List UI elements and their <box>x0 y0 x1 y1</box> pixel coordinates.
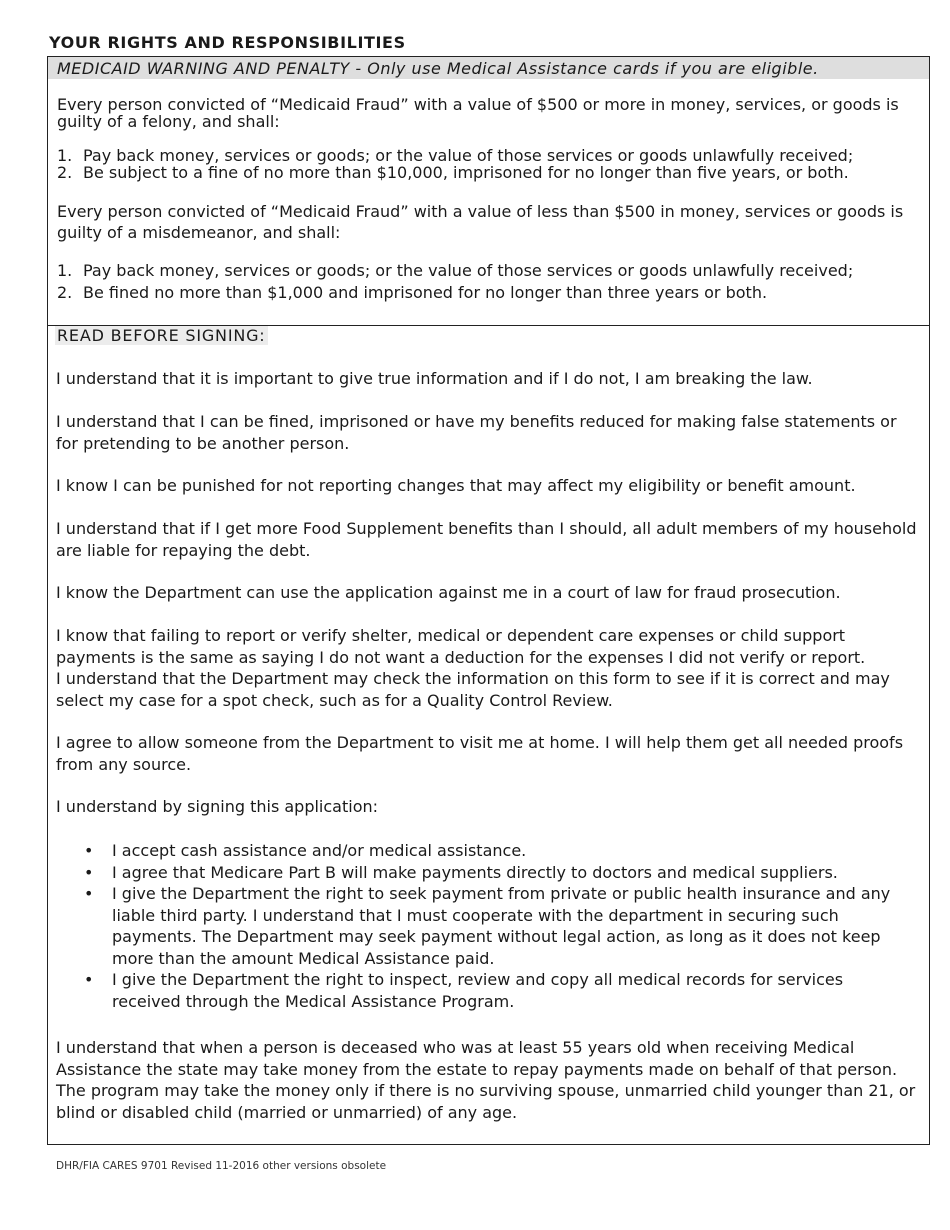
medicaid-warning-box <box>47 56 930 326</box>
statement-deductions: I know that failing to report or verify shelter, medical or dependent care expenses or child support payments is the same as saying I do not want a deduction for the expenses I did not verify or report. <box>56 626 866 667</box>
statement-home-visit: I agree to allow someone from the Department to visit me at home. I will help them get all needed proofs from any source. <box>56 733 904 774</box>
list-item: 2. Be fined no more than $1,000 and imprisoned for no longer than three years or both. <box>57 282 768 302</box>
list-item: 1. Pay back money, services or goods; or the value of those services or goods unlawfully received; <box>57 146 854 165</box>
medicaid-warning-header: MEDICAID WARNING AND PENALTY - Only use Medical Assistance cards if you are eligible. <box>48 57 929 79</box>
felony-list <box>57 147 919 181</box>
read-before-signing-header: READ BEFORE SIGNING: <box>57 326 266 345</box>
statement-reporting-changes: I know I can be punished for not reporting changes that may affect my eligibility or benefit amount. <box>56 476 856 495</box>
signing-bullet-list <box>84 840 909 1012</box>
bullet-icon: • <box>84 862 94 882</box>
felony-intro: Every person convicted of “Medicaid Fraud” with a value of $500 or more in money, services, or goods is guilty of a felony, and shall: <box>57 95 899 131</box>
bullet-icon: • <box>84 841 94 860</box>
misdemeanor-intro: Every person convicted of “Medicaid Fraud” with a value of less than $500 in money, services or goods is guilty of a misdemeanor, and shall: <box>57 202 904 242</box>
statement-estate-recovery: I understand that when a person is deceased who was at least 55 years old when receiving Medical Assistance the state may take money from the estate to repay payments made on behalf of that person. The program may take the money only if there is no surviving spouse, unmarried child younger than 21, or blind or disabled child (married or unmarried) of any age. <box>56 1038 916 1122</box>
list-item: 1. Pay back money, services or goods; or the value of those services or goods unlawfully received; <box>57 261 854 280</box>
section-title: YOUR RIGHTS AND RESPONSIBILITIES <box>49 33 406 52</box>
statement-true-information: I understand that it is important to give true information and if I do not, I am breaking the law. <box>56 369 813 388</box>
statement-quality-control: I understand that the Department may check the information on this form to see if it is correct and may select my case for a spot check, such as for a Quality Control Review. <box>56 669 890 710</box>
bullet-icon: • <box>84 970 94 989</box>
statement-food-supplement: I understand that if I get more Food Supplement benefits than I should, all adult members of my household are liable for repaying the debt. <box>56 519 917 560</box>
form-footer: DHR/FIA CARES 9701 Revised 11-2016 other versions obsolete <box>56 1160 387 1172</box>
list-item: • I give the Department the right to seek payment from private or public health insurance and any liable third party. I understand that I must cooperate with the department in securing such payments. The Department may seek payment without legal action, as long as it does not keep more than the amount Medical Assistance paid. <box>84 884 891 968</box>
read-before-signing-box <box>47 325 930 1145</box>
list-item: 2. Be subject to a fine of no more than $10,000, imprisoned for no longer than five years, or both. <box>57 163 849 182</box>
list-item: • I agree that Medicare Part B will make payments directly to doctors and medical suppliers. <box>84 862 838 882</box>
statement-fines: I understand that I can be fined, imprisoned or have my benefits reduced for making false statements or for pretending to be another person. <box>56 412 897 453</box>
misdemeanor-list <box>57 260 919 303</box>
bullet-icon: • <box>84 884 94 903</box>
list-item: • I give the Department the right to inspect, review and copy all medical records for services received through the Medical Assistance Program. <box>84 970 844 1011</box>
list-item: • I accept cash assistance and/or medical assistance. <box>84 841 527 860</box>
statement-signing-intro: I understand by signing this application: <box>56 797 379 816</box>
statement-court-use: I know the Department can use the application against me in a court of law for fraud prosecution. <box>56 583 841 602</box>
